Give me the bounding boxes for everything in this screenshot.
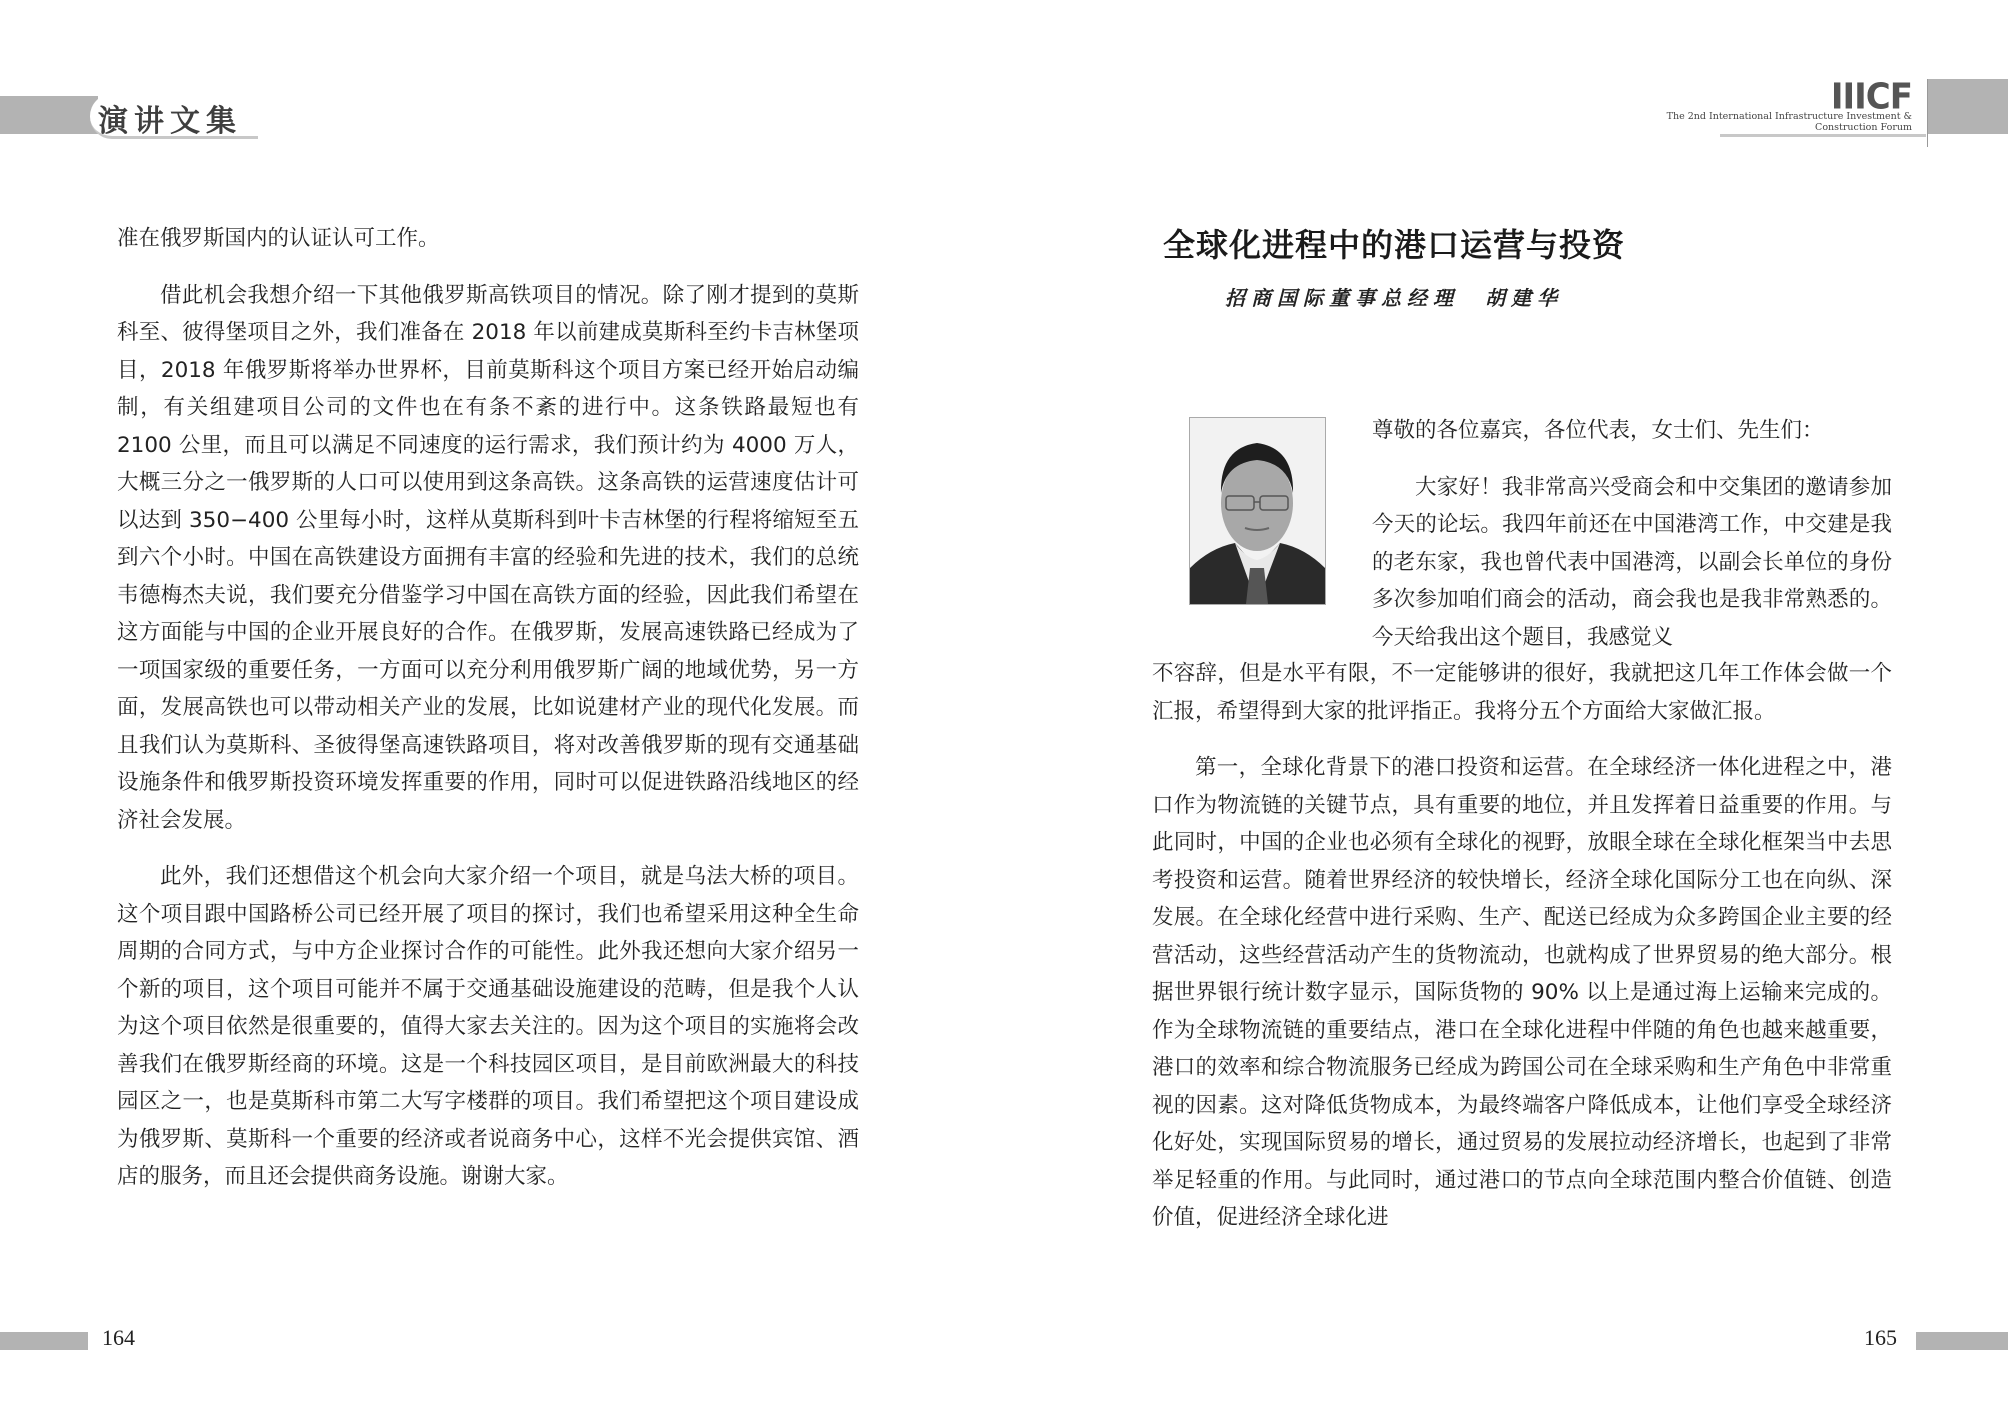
- header-underline: [1720, 134, 1926, 137]
- header-bar-left: [0, 96, 98, 134]
- page-number-left: 164: [102, 1325, 135, 1350]
- paragraph: 此外，我们还想借这个机会向大家介绍一个项目，就是乌法大桥的项目。这个项目跟中国路桥公司已经开展了项目的探讨，我们也希望采用这种全生命周期的合同方式，与中方企业探讨合作的可能性。此外我还想向大家介绍另一个新的项目，这个项目可能并不属于交通基础设施建设的范畴，但是我个人认为这个项目依然是很重要的，值得大家去关注的。因为这个项目的实施将会改善我们在俄罗斯经商的环境。这是一个科技园区项目，是目前欧洲最大的科技园区之一，也是莫斯科市第二大写字楼群的项目。我们希望把这个项目建设成为俄罗斯、莫斯科一个重要的经济或者说商务中心，这样不光会提供宾馆、酒店的服务，而且还会提供商务设施。谢谢大家。: [117, 864, 859, 1189]
- article-byline: 招商国际董事总经理 胡建华: [1225, 286, 1563, 310]
- speech-intro: [1372, 412, 1892, 656]
- speaker-photo: [1189, 417, 1326, 605]
- left-body-text: [117, 220, 859, 1196]
- forum-name-line2: Construction Forum: [1815, 122, 1912, 133]
- paragraph: 第一，全球化背景下的港口投资和运营。在全球经济一体化进程之中，港口作为物流链的关键节点，具有重要的地位，并且发挥着日益重要的作用。与此同时，中国的企业也必须有全球化的视野，放眼全球在全球化框架当中去思考投资和运营。随着世界经济的较快增长，经济全球化国际分工也在向纵、深发展。在全球化经营中进行采购、生产、配送已经成为众多跨国企业主要的经营活动，这些经营活动产生的货物流动，也就构成了世界贸易的绝大部分。根据世界银行统计数字显示，国际货物的 90% 以上是通过海上运输来完成的。作为全球物流链的重要结点，港口在全球化进程中伴随的角色也越来越重要，港口的效率和综合物流服务已经成为跨国公司在全球采购和生产角色中非常重视的因素。这对降低货物成本，为最终端客户降低成本，让他们享受全球经济化好处，实现国际贸易的增长，通过贸易的发展拉动经济增长，也起到了非常举足轻重的作用。与此同时，通过港口的节点向全球范围内整合价值链、创造价值，促进经济全球化进: [1152, 755, 1892, 1230]
- footer-bar-right: [1916, 1332, 2008, 1350]
- right-body-text: [1152, 655, 1892, 1237]
- paragraph: 准在俄罗斯国内的认证认可工作。: [117, 226, 440, 251]
- paragraph: 大家好！我非常高兴受商会和中交集团的邀请参加今天的论坛。我四年前还在中国港湾工作，中交建是我的老东家，我也曾代表中国港湾，以副会长单位的身份多次参加咱们商会的活动，商会我也是我非常熟悉的。今天给我出这个题目，我感觉义: [1372, 474, 1892, 650]
- forum-logo: IIICF: [1830, 76, 1912, 118]
- forum-name: [1652, 111, 1912, 133]
- page-number-right: 165: [1864, 1325, 1897, 1350]
- paragraph: 借此机会我想介绍一下其他俄罗斯高铁项目的情况。除了刚才提到的莫斯科至、彼得堡项目之外，我们准备在 2018 年以前建成莫斯科至约卡吉林堡项目，2018 年俄罗斯将举办世界杯，目前莫斯科这个项目方案已经开始启动编制，有关组建项目公司的文件也在有条不紊的进行中。这条铁路最短也有 2100 公里，而且可以满足不同速度的运行需求，我们预计约为 4000 万人，大概三分之一俄罗斯的人口可以使用到这条高铁。这条高铁的运营速度估计可以达到 350−400 公里每小时，这样从莫斯科到叶卡吉林堡的行程将缩短至五到六个小时。中国在高铁建设方面拥有丰富的经验和先进的技术，我们的总统韦德梅杰夫说，我们要充分借鉴学习中国在高铁方面的经验，因此我们希望在这方面能与中国的企业开展良好的合作。在俄罗斯，发展高速铁路已经成为了一项国家级的重要任务，一方面可以充分利用俄罗斯广阔的地域优势，另一方面，发展高铁也可以带动相关产业的发展，比如说建材产业的现代化发展。而且我们认为莫斯科、圣彼得堡高速铁路项目，将对改善俄罗斯的现有交通基础设施条件和俄罗斯投资环境发挥重要的作用，同时可以促进铁路沿线地区的经济社会发展。: [117, 282, 859, 833]
- section-title: 演讲文集: [98, 104, 242, 139]
- header-divider: [1927, 79, 1928, 147]
- footer-bar-left: [0, 1332, 88, 1350]
- salutation: 尊敬的各位嘉宾，各位代表，女士们、先生们：: [1372, 418, 1824, 443]
- article-title: 全球化进程中的港口运营与投资: [1162, 226, 1625, 264]
- paragraph: 不容辞，但是水平有限，不一定能够讲的很好，我就把这几年工作体会做一个汇报，希望得到大家的批评指正。我将分五个方面给大家做汇报。: [1152, 661, 1892, 724]
- speaker-portrait-icon: [1190, 418, 1325, 604]
- forum-name-line1: The 2nd International Infrastructure Investment &: [1666, 111, 1912, 122]
- header-bar-right: [1928, 79, 2008, 134]
